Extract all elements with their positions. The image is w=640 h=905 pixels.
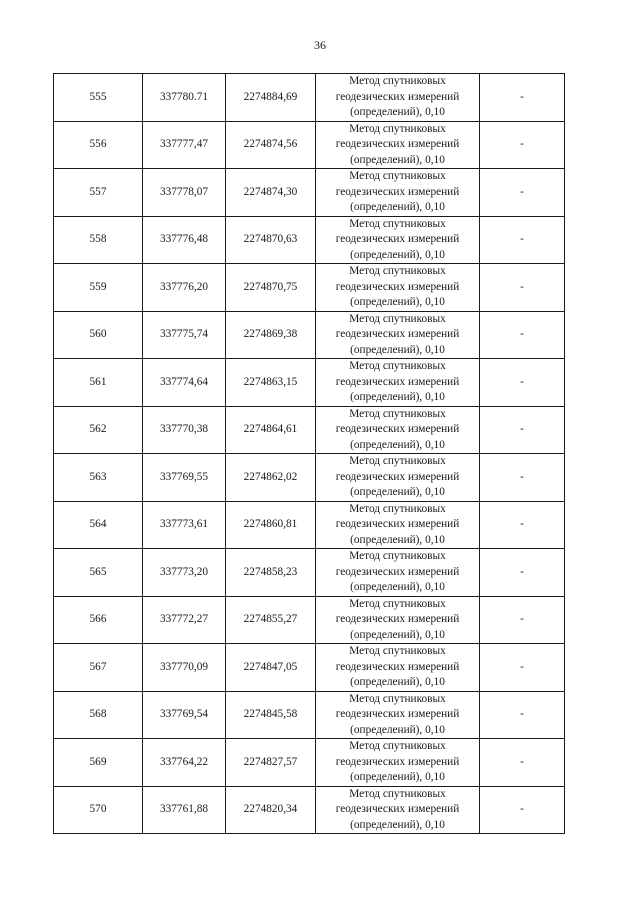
note-cell: - [480, 121, 565, 169]
method-cell [316, 786, 480, 834]
table-row [54, 454, 565, 502]
method-line: геодезических измерений [335, 328, 460, 340]
table-row [54, 74, 565, 122]
method-line: геодезических измерений [335, 233, 460, 245]
method-line: (определений), 0,10 [350, 581, 445, 593]
note-cell: - [480, 311, 565, 359]
note-cell: - [480, 74, 565, 122]
point-number-cell: 563 [54, 454, 143, 502]
method-line: (определений), 0,10 [350, 343, 445, 356]
coordinate-y-cell: 2274847,05 [226, 644, 316, 692]
method-cell [316, 501, 480, 549]
coordinate-x-cell: 337773,20 [143, 549, 226, 597]
method-line: (определений), 0,10 [350, 106, 445, 118]
coordinate-y-cell: 2274874,30 [226, 169, 316, 217]
coordinate-x-cell: 337769,55 [143, 454, 226, 502]
point-number-cell: 562 [54, 406, 143, 454]
method-line: (определений), 0,10 [350, 201, 445, 213]
point-number-cell: 557 [54, 169, 143, 217]
note-cell: - [480, 359, 565, 407]
point-number-cell: 570 [54, 786, 143, 834]
method-line: геодезических измерений [335, 90, 460, 103]
method-line: геодезических измерений [335, 613, 460, 625]
method-line: геодезических измерений [335, 565, 460, 578]
method-line: геодезических измерений [335, 423, 460, 435]
method-cell [316, 549, 480, 597]
method-line: Метод спутниковых [349, 645, 446, 657]
coordinate-x-cell: 337770,38 [143, 406, 226, 454]
method-line: (определений), 0,10 [350, 628, 445, 641]
note-cell: - [480, 216, 565, 264]
method-cell [316, 454, 480, 502]
method-line: геодезических измерений [335, 470, 460, 483]
coordinate-x-cell: 337775,74 [143, 311, 226, 359]
coordinate-y-cell: 2274820,34 [226, 786, 316, 834]
coordinate-x-cell: 337761,88 [143, 786, 226, 834]
table-row [54, 549, 565, 597]
coordinate-x-cell: 337776,48 [143, 216, 226, 264]
method-line: геодезических измерений [335, 518, 460, 530]
table-row [54, 644, 565, 692]
coordinate-y-cell: 2274860,81 [226, 501, 316, 549]
point-number-cell: 569 [54, 739, 143, 787]
table-row [54, 501, 565, 549]
coordinate-x-cell: 337780.71 [143, 74, 226, 122]
method-line: (определений), 0,10 [350, 486, 445, 498]
table-row [54, 739, 565, 787]
note-cell: - [480, 549, 565, 597]
coordinate-y-cell: 2274870,63 [226, 216, 316, 264]
method-line: Метод спутниковых [349, 217, 446, 230]
table-row [54, 691, 565, 739]
table-row [54, 121, 565, 169]
method-line: геодезических измерений [335, 660, 460, 673]
note-cell: - [480, 454, 565, 502]
coordinate-x-cell: 337769,54 [143, 691, 226, 739]
coordinate-y-cell: 2274855,27 [226, 596, 316, 644]
point-number-cell: 558 [54, 216, 143, 264]
method-line: геодезических измерений [335, 375, 460, 388]
method-line: геодезических измерений [335, 755, 460, 768]
method-cell [316, 644, 480, 692]
note-cell: - [480, 501, 565, 549]
table-row [54, 264, 565, 312]
method-cell [316, 311, 480, 359]
method-line: Метод спутниковых [349, 407, 446, 420]
method-line: Метод спутниковых [349, 265, 446, 277]
coordinates-table [53, 73, 565, 834]
method-cell [316, 121, 480, 169]
table-row [54, 311, 565, 359]
point-number-cell: 565 [54, 549, 143, 597]
note-cell: - [480, 644, 565, 692]
table-row [54, 596, 565, 644]
method-cell [316, 74, 480, 122]
method-line: геодезических измерений [335, 185, 460, 198]
page-number: 36 [314, 38, 326, 52]
coordinate-y-cell: 2274874,56 [226, 121, 316, 169]
method-line: геодезических измерений [335, 803, 460, 815]
coordinate-x-cell: 337778,07 [143, 169, 226, 217]
point-number-cell: 556 [54, 121, 143, 169]
method-line: (определений), 0,10 [350, 248, 445, 261]
coordinate-y-cell: 2274869,38 [226, 311, 316, 359]
coordinate-y-cell: 2274827,57 [226, 739, 316, 787]
method-line: (определений), 0,10 [350, 533, 445, 546]
point-number-cell: 564 [54, 501, 143, 549]
method-cell [316, 596, 480, 644]
coordinate-x-cell: 337774,64 [143, 359, 226, 407]
point-number-cell: 561 [54, 359, 143, 407]
point-number-cell: 567 [54, 644, 143, 692]
coordinate-x-cell: 337773,61 [143, 501, 226, 549]
table-row [54, 406, 565, 454]
coordinate-x-cell: 337764,22 [143, 739, 226, 787]
coordinate-x-cell: 337772,27 [143, 596, 226, 644]
point-number-cell: 566 [54, 596, 143, 644]
method-cell [316, 264, 480, 312]
note-cell: - [480, 264, 565, 312]
method-line: Метод спутниковых [349, 75, 446, 87]
note-cell: - [480, 691, 565, 739]
method-line: (определений), 0,10 [350, 438, 445, 451]
method-line: Метод спутниковых [349, 502, 446, 515]
note-cell: - [480, 406, 565, 454]
method-line: Метод спутниковых [349, 312, 446, 325]
coordinate-x-cell: 337770,09 [143, 644, 226, 692]
method-cell [316, 691, 480, 739]
method-line: (определений), 0,10 [350, 723, 445, 736]
method-line: Метод спутниковых [349, 360, 446, 372]
method-line: Метод спутниковых [349, 122, 446, 135]
method-line: Метод спутниковых [349, 740, 446, 752]
coordinate-y-cell: 2274884,69 [226, 74, 316, 122]
method-line: (определений), 0,10 [350, 771, 445, 783]
method-cell [316, 169, 480, 217]
method-cell [316, 216, 480, 264]
table-row [54, 169, 565, 217]
point-number-cell: 559 [54, 264, 143, 312]
coordinate-y-cell: 2274862,02 [226, 454, 316, 502]
method-line: Метод спутниковых [349, 597, 446, 610]
method-line: (определений), 0,10 [350, 391, 445, 403]
method-line: геодезических измерений [335, 280, 460, 293]
method-line: (определений), 0,10 [350, 818, 445, 831]
coordinate-x-cell: 337777,47 [143, 121, 226, 169]
note-cell: - [480, 786, 565, 834]
coordinate-x-cell: 337776,20 [143, 264, 226, 312]
method-line: Метод спутниковых [349, 550, 446, 562]
method-cell [316, 359, 480, 407]
method-line: геодезических измерений [335, 138, 460, 150]
method-line: Метод спутниковых [349, 692, 446, 705]
point-number-cell: 555 [54, 74, 143, 122]
table-row [54, 359, 565, 407]
method-line: (определений), 0,10 [350, 676, 445, 688]
coordinate-y-cell: 2274863,15 [226, 359, 316, 407]
point-number-cell: 560 [54, 311, 143, 359]
table-row [54, 216, 565, 264]
method-line: Метод спутниковых [349, 170, 446, 182]
coordinates-table-body [54, 74, 565, 834]
table-row [54, 786, 565, 834]
coordinate-y-cell: 2274870,75 [226, 264, 316, 312]
method-line: Метод спутниковых [349, 455, 446, 467]
coordinate-y-cell: 2274864,61 [226, 406, 316, 454]
method-cell [316, 406, 480, 454]
method-cell [316, 739, 480, 787]
method-line: геодезических измерений [335, 708, 460, 720]
note-cell: - [480, 169, 565, 217]
method-line: (определений), 0,10 [350, 296, 445, 308]
method-line: Метод спутниковых [349, 787, 446, 800]
point-number-cell: 568 [54, 691, 143, 739]
note-cell: - [480, 596, 565, 644]
coordinate-y-cell: 2274845,58 [226, 691, 316, 739]
coordinate-y-cell: 2274858,23 [226, 549, 316, 597]
note-cell: - [480, 739, 565, 787]
method-line: (определений), 0,10 [350, 153, 445, 166]
